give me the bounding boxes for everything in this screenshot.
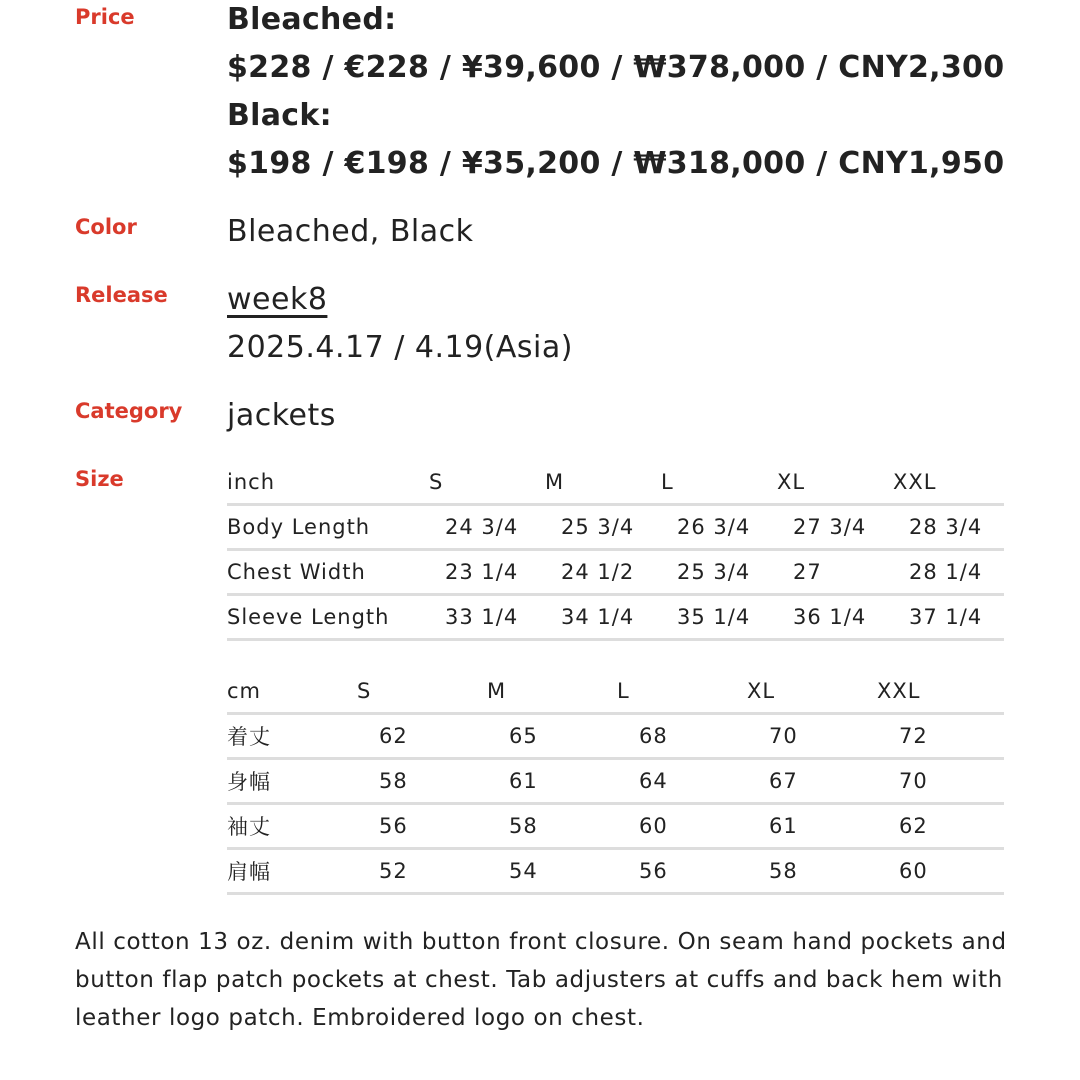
release-week-text[interactable]: week8 [227,282,328,317]
row-label: 着丈 [227,714,357,759]
table-cell: 67 [747,759,877,804]
bleached-price-label: Bleached: [227,2,397,37]
table-cell: 70 [877,759,1004,804]
cm-size-l: L [617,670,747,714]
inch-size-l: L [661,461,777,505]
black-price-label: Black: [227,98,332,133]
table-cell: 27 [777,550,893,595]
table-cell: 56 [357,804,487,849]
table-cell: 65 [487,714,617,759]
table-cell: 28 1/4 [893,550,1004,595]
table-row [227,804,1004,849]
table-cell: 56 [617,849,747,894]
table-row [227,505,1004,550]
table-cell: 60 [617,804,747,849]
table-cell: 24 1/2 [545,550,661,595]
row-label: Chest Width [227,550,429,595]
table-cell: 64 [617,759,747,804]
cm-size-xxl: XXL [877,670,1004,714]
cm-header-row [227,670,1004,714]
table-cell: 61 [487,759,617,804]
price-label: Price [75,5,135,29]
color-value: Bleached, Black [227,214,474,249]
table-cell: 27 3/4 [777,505,893,550]
category-label: Category [75,399,183,423]
table-cell: 25 3/4 [661,550,777,595]
table-cell: 58 [487,804,617,849]
cm-size-table [227,670,1004,895]
size-label: Size [75,467,124,491]
inch-size-m: M [545,461,661,505]
inch-unit-cell: inch [227,461,429,505]
table-cell: 61 [747,804,877,849]
table-cell: 37 1/4 [893,595,1004,640]
release-date: 2025.4.17 / 4.19(Asia) [227,330,573,365]
table-cell: 68 [617,714,747,759]
table-cell: 52 [357,849,487,894]
cm-size-xl: XL [747,670,877,714]
inch-size-table [227,461,1004,641]
table-row [227,714,1004,759]
table-cell: 36 1/4 [777,595,893,640]
bleached-price-value: $228 / €228 / ¥39,600 / ₩378,000 / CNY2,300 [227,50,1005,85]
category-value: jackets [227,398,336,433]
row-label: 肩幅 [227,849,357,894]
table-cell: 35 1/4 [661,595,777,640]
table-cell: 58 [747,849,877,894]
cm-size-m: M [487,670,617,714]
inch-size-xxl: XXL [893,461,1004,505]
cm-size-s: S [357,670,487,714]
table-cell: 26 3/4 [661,505,777,550]
table-cell: 25 3/4 [545,505,661,550]
table-row [227,849,1004,894]
table-cell: 24 3/4 [429,505,545,550]
table-cell: 58 [357,759,487,804]
inch-size-xl: XL [777,461,893,505]
inch-header-row [227,461,1004,505]
table-cell: 60 [877,849,1004,894]
color-label: Color [75,215,137,239]
table-row [227,595,1004,640]
table-cell: 72 [877,714,1004,759]
table-cell: 70 [747,714,877,759]
table-cell: 33 1/4 [429,595,545,640]
black-price-value: $198 / €198 / ¥35,200 / ₩318,000 / CNY1,950 [227,146,1005,181]
table-cell: 23 1/4 [429,550,545,595]
inch-size-s: S [429,461,545,505]
cm-unit-cell: cm [227,670,357,714]
release-label: Release [75,283,168,307]
row-label: Sleeve Length [227,595,429,640]
table-row [227,759,1004,804]
release-week-link[interactable] [227,282,327,317]
table-cell: 62 [357,714,487,759]
table-row [227,550,1004,595]
table-cell: 62 [877,804,1004,849]
row-label: 身幅 [227,759,357,804]
table-cell: 34 1/4 [545,595,661,640]
table-cell: 28 3/4 [893,505,1004,550]
row-label: Body Length [227,505,429,550]
row-label: 袖丈 [227,804,357,849]
product-description: All cotton 13 oz. denim with button front closure. On seam hand pockets and button flap patch pockets at chest. Tab adjusters at cuffs and back hem with leather logo patch. Embroidered logo on chest. [75,929,1007,1031]
table-cell: 54 [487,849,617,894]
